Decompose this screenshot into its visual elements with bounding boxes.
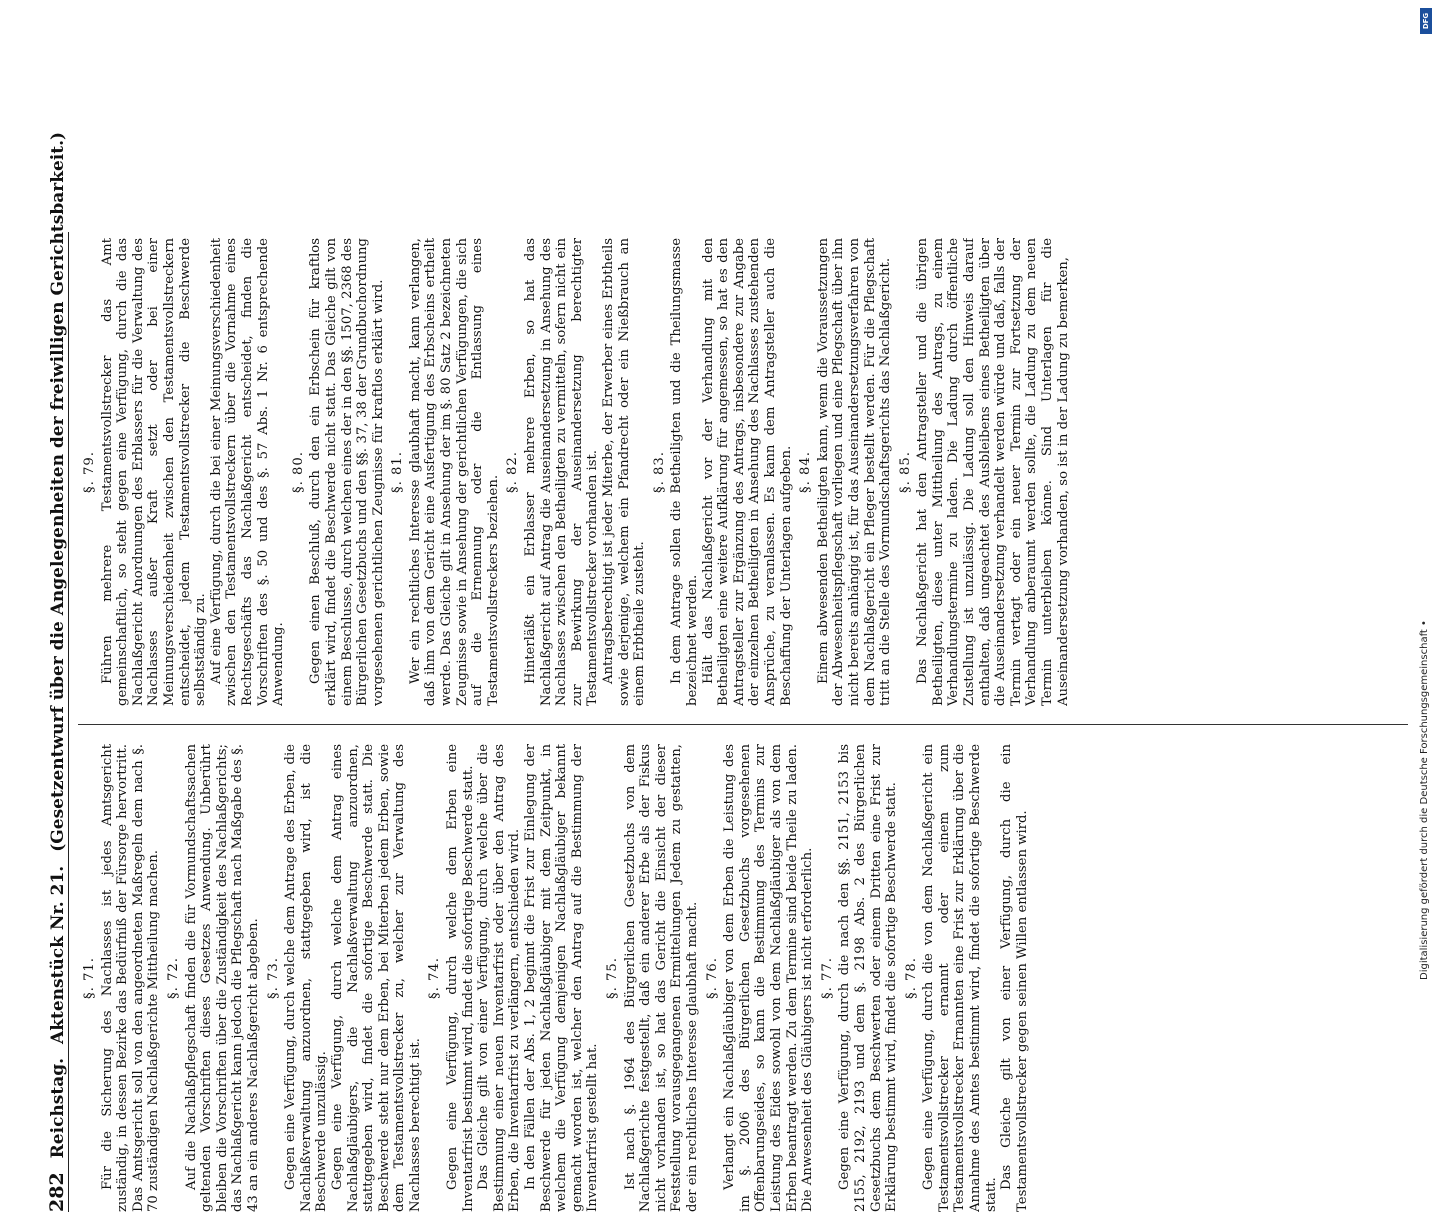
- section-paragraph: Gegen einen Beschluß, durch den ein Erbschein für kraftlos erklärt wird, findet die Beschwerde nicht statt. Das Gleiche gilt von einem Beschlusse, durch welchen eines der in den §§. 1507, 2368 des Bürgerlichen Gesetzbuchs und den §§. 37, 38 der Grundbuchordnung vorgesehenen gerichtlichen Zeugnisse für kraftlos erklärt wird.: [308, 238, 386, 706]
- section-heading: §. 83.: [651, 451, 667, 493]
- section-paragraph: In dem Antrage sollen die Betheiligten und die Theilungsmasse bezeichnet werden.: [669, 238, 700, 706]
- section-paragraph: Führen mehrere Testamentsvollstrecker das Amt gemeinschaftlich, so steht gegen eine Verfügung, durch die das Nachlaßgericht Anordnungen des Erblassers für die Verwaltung des Nachlasses außer Kraft setzt oder bei einer Meinungsverschiedenheit zwischen den Testamentsvollstreckern entscheidet, jedem Testamentsvollstrecker die Beschwerde selbstständig zu.: [99, 238, 209, 706]
- section-paragraph: Verlangt ein Nachlaßgläubiger von dem Erben die Leistung des im §. 2006 des Bürgerlichen Gesetzbuchs vorgesehenen Offenbarungseides, so kann die Bestimmung des Termins zur Leistung des Eides sowohl von dem Nachlaßgläubiger als von dem Erben beantragt werden. Zu dem Termine sind beide Theile zu laden. Die Anwesenheit des Gläubigers ist nicht erforderlich.: [722, 744, 816, 1212]
- publication-name: Reichstag.: [48, 1057, 68, 1159]
- section-heading: §. 82.: [505, 451, 521, 493]
- section-paragraph: Hinterläßt ein Erblasser mehrere Erben, so hat das Nachlaßgericht auf Antrag die Auseinandersetzung in Ansehung des Nachlasses zwischen den Betheiligten zu vermitteln, sofern nicht ein zur Bewirkung der Auseinandersetzung berechtigter Testamentsvollstrecker vorhanden ist.: [523, 238, 601, 706]
- section-heading: §. 76.: [704, 957, 720, 999]
- page-number: 282: [46, 1172, 68, 1212]
- section-paragraph: Auf eine Verfügung, durch die bei einer Meinungsverschiedenheit zwischen den Testamentsvollstreckern über die Vornahme eines Rechtsgeschäfts das Nachlaßgericht entscheidet, finden die Vorschriften des §. 50 und des §. 57 Abs. 1 Nr. 6 entsprechende Anwendung.: [208, 238, 287, 706]
- left-column: [78, 744, 1408, 1212]
- section-paragraph: Gegen eine Verfügung, durch welche dem Antrage des Erben, die Nachlaßverwaltung anzuordnen, stattgegeben wird, ist die Beschwerde unzulässig.: [283, 744, 330, 1212]
- section-paragraph: Gegen eine Verfügung, durch welche dem Antrag eines Nachlaßgläubigers, die Nachlaßverwaltung anzuordnen, stattgegeben wird, findet die sofortige Beschwerde statt. Die Beschwerde steht nur dem Erben, bei Miterben jedem Erben, sowie dem Testamentsvollstrecker zu, welcher zur Verwaltung des Nachlasses berechtigt ist.: [329, 744, 423, 1212]
- dfg-logo: DFG: [1420, 8, 1432, 34]
- rotated-page: [22, 131, 1412, 1212]
- section-paragraph: Einem abwesenden Betheiligten kann, wenn die Voraussetzungen der Abwesenheitspflegschaft vorliegen und eine Pflegschaft über ihn nicht bereits anhängig ist, für das Auseinandersetzungsverfahren von dem Nachlaßgericht ein Pfleger bestellt werden. Für die Pflegschaft tritt an die Stelle des Vormundschaftsgerichts das Nachlaßgericht.: [815, 238, 894, 706]
- section-heading: §. 84.: [798, 451, 814, 493]
- section-heading: §. 85.: [897, 451, 913, 493]
- section-heading: §. 75.: [605, 957, 620, 999]
- section-heading: §. 72.: [165, 957, 181, 999]
- section-heading: §. 81.: [390, 451, 406, 493]
- section-paragraph: Das Nachlaßgericht hat den Antragsteller und die übrigen Betheiligten, diese unter Mittheilung des Antrags, zu einem Verhandlungstermine zu laden. Die Ladung durch öffentliche Zustellung ist unzulässig. Die Ladung soll den Hinweis darauf enthalten, daß ungeachtet des Ausbleibens eines Betheiligten über die Auseinandersetzung verhandelt werden würde und daß, falls der Termin vertagt oder ein neuer Termin zur Fortsetzung der Verhandlung anberaumt werden sollte, die Ladung zu dem neuen Termin unterbleiben könne. Sind Unterlagen für die Auseinandersetzung vorhanden, so ist in der Ladung zu bemerken,: [915, 238, 1071, 706]
- page-header: [22, 131, 69, 1212]
- section-paragraph: Hält das Nachlaßgericht vor der Verhandlung mit den Betheiligten eine weitere Aufklärung für angemessen, so hat es den Antragsteller zur Ergänzung des Antrags, insbesondere zur Angabe der einzelnen Betheiligten in Ansehung des Nachlasses zustehenden Ansprüche, zu veranlassen. Es kann dem Antragsteller auch die Beschaffung der Unterlagen aufgeben.: [700, 238, 794, 706]
- section-paragraph: Das Gleiche gilt von einer Verfügung, durch die ein Testamentsvollstrecker gegen seinen Willen entlassen wird.: [999, 744, 1030, 1212]
- section-paragraph: Das Gleiche gilt von einer Verfügung, durch welche über die Bestimmung einer neuen Inventarfrist oder über den Antrag des Erben, die Inventarfrist zu verlängern, entschieden wird.: [476, 744, 523, 1212]
- column-divider: [78, 724, 1408, 725]
- section-heading: §. 80.: [290, 451, 306, 493]
- section-paragraph: Ist nach §. 1964 des Bürgerlichen Gesetzbuchs von dem Nachlaßgerichte festgestellt, daß ein anderer Erbe als der Fiskus nicht vorhanden ist, so hat das Gericht die Einsicht der dieser Feststellung vorausgegangenen Ermittelungen Jedem zu gestatten, der ein rechtliches Interesse glaubhaft macht.: [622, 744, 700, 1212]
- section-paragraph: Gegen eine Verfügung, durch die nach den §§. 2151, 2153 bis 2155, 2192, 2193 und dem §. 2198 Abs. 2 des Bürgerlichen Gesetzbuchs dem Beschwerten oder einem Dritten eine Frist zur Erklärung bestimmt wird, findet die sofortige Beschwerde statt.: [837, 744, 900, 1212]
- right-column: [78, 238, 1408, 706]
- section-paragraph: Gegen eine Verfügung, durch welche dem Erben eine Inventarfrist bestimmt wird, findet die sofortige Beschwerde statt.: [445, 744, 476, 1212]
- section-paragraph: Auf die Nachlaßpflegschaft finden die für Vormundschaftssachen geltenden Vorschriften dieses Gesetzes Anwendung. Unberührt bleiben die Vorschriften über die Zuständigkeit des Nachlaßgerichts; das Nachlaßgericht kann jedoch die Pflegschaft nach Maßgabe des §. 43 an ein anderes Nachlaßgericht abgeben.: [183, 744, 261, 1212]
- section-heading: §. 78.: [903, 957, 919, 999]
- section-paragraph: Antragsberechtigt ist jeder Miterbe, der Erwerber eines Erbtheils sowie derjenige, welchem ein Pfandrecht oder ein Nießbrauch an einem Erbtheile zusteht.: [601, 238, 648, 706]
- section-heading: §. 77.: [819, 957, 835, 999]
- section-heading: §. 74.: [427, 957, 443, 999]
- section-paragraph: Gegen eine Verfügung, durch die von dem Nachlaßgericht ein Testamentsvollstrecker ernannt oder einem zum Testamentsvollstrecker Ernannten eine Frist zur Erklärung über die Annahme des Amtes bestimmt wird, findet die sofortige Beschwerde statt.: [921, 744, 999, 1212]
- section-paragraph: Wer ein rechtliches Interesse glaubhaft macht, kann verlangen, daß ihm von dem Gericht eine Ausfertigung des Erbscheins ertheilt werde. Das Gleiche gilt in Ansehung der im §. 80 Satz 2 bezeichneten Zeugnisse sowie in Ansehung der gerichtlichen Verfügungen, die sich auf die Ernennung oder die Entlassung eines Testamentsvollstreckers beziehen.: [407, 238, 501, 706]
- section-heading: §. 73.: [265, 957, 281, 999]
- document-subject: (Gesetzentwurf über die Angelegenheiten der freiwilligen Gerichtsbarkeit.): [48, 131, 68, 852]
- digitization-credit: Digitalisierung gefördert durch die Deutsche Forschungsgemeinschaft •: [1419, 620, 1430, 980]
- section-heading: §. 71.: [82, 957, 97, 999]
- section-heading: §. 79.: [82, 451, 97, 493]
- section-paragraph: In den Fällen der Abs. 1, 2 beginnt die Frist zur Einlegung der Beschwerde für jeden Nachlaßgläubiger mit dem Zeitpunkt, in welchem die Verfügung demjenigen Nachlaßgläubiger bekannt gemacht worden ist, welcher den Antrag auf die Bestimmung der Inventarfrist gestellt hat.: [523, 744, 601, 1212]
- section-paragraph: Für die Sicherung des Nachlasses ist jedes Amtsgericht zuständig, in dessen Bezirke das Bedürfniß der Fürsorge hervortritt. Das Amtsgericht soll von den angeordneten Maßregeln dem nach §. 70 zuständigen Nachlaßgerichte Mittheilung machen.: [99, 744, 162, 1212]
- document-ref: Aktenstück Nr. 21.: [48, 865, 68, 1044]
